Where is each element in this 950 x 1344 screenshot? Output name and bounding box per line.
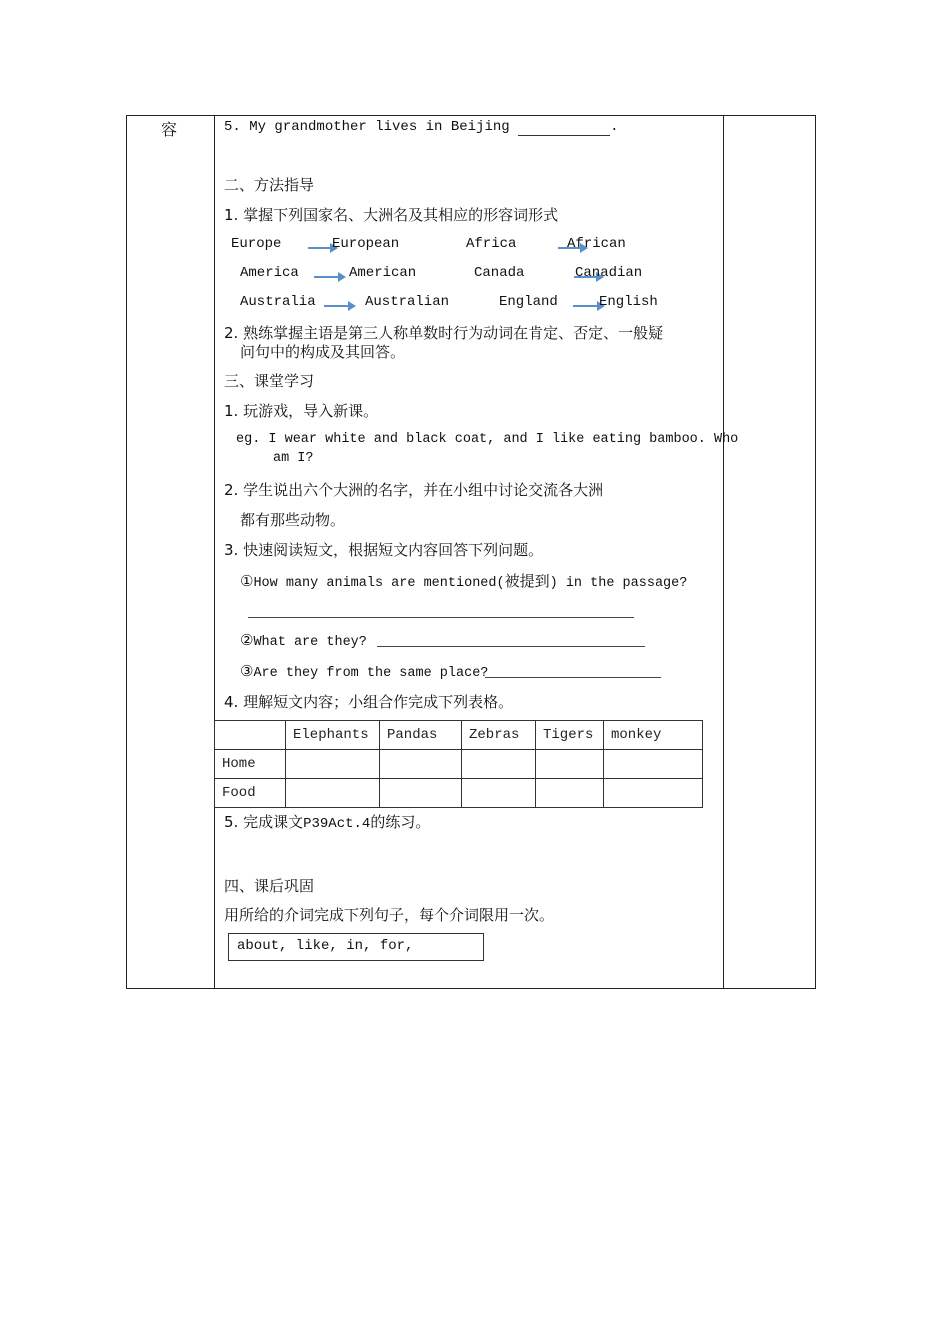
section3-item3: 3. 快速阅读短文，根据短文内容回答下列问题。 xyxy=(224,541,544,559)
table-header-cell: Pandas xyxy=(380,721,462,750)
preposition-word-box xyxy=(228,933,484,961)
grandmother-sentence-end: . xyxy=(610,119,619,135)
section3-item1: 1. 玩游戏，导入新课。 xyxy=(224,402,379,420)
adjective-european: European xyxy=(332,236,400,252)
section3-item2-line2: 都有那些动物。 xyxy=(240,511,346,529)
grandmother-sentence-text: 5. My grandmother lives in Beijing xyxy=(224,119,510,135)
table-row xyxy=(215,750,703,779)
section3-item2-line1: 2. 学生说出六个大洲的名字，并在小组中讨论交流各大洲 xyxy=(224,481,604,499)
preposition-words: about, like, in, for, xyxy=(237,938,414,954)
section3-item5-pre: 5. 完成课文 xyxy=(224,813,304,831)
table-row-label: Food xyxy=(215,779,286,808)
table-row-label: Home xyxy=(215,750,286,779)
table-cell[interactable] xyxy=(536,750,604,779)
section2-item1: 1. 掌握下列国家名、大洲名及其相应的形容词形式 xyxy=(224,206,559,224)
table-header-row xyxy=(215,721,703,750)
table-cell[interactable] xyxy=(462,750,536,779)
question-3-text: Are they from the same place? xyxy=(253,666,489,681)
country-africa: Africa xyxy=(466,236,517,252)
table-cell[interactable] xyxy=(536,779,604,808)
question-1-text-cn: 被提到 xyxy=(504,572,550,590)
section3-title: 三、课堂学习 xyxy=(224,372,315,390)
country-australia: Australia xyxy=(240,294,316,310)
frame-right xyxy=(815,115,816,989)
table-header-cell: Elephants xyxy=(286,721,380,750)
frame-bottom xyxy=(126,988,816,989)
table-cell[interactable] xyxy=(286,779,380,808)
frame-divider-2 xyxy=(723,115,724,989)
country-canada: Canada xyxy=(474,265,525,281)
section3-item5-ref: P39Act.4 xyxy=(303,816,371,832)
table-cell[interactable] xyxy=(604,779,703,808)
table-row xyxy=(215,779,703,808)
country-england: England xyxy=(499,294,558,310)
section3-item5 xyxy=(224,811,430,832)
arrow-icon xyxy=(314,276,344,278)
table-header-cell xyxy=(215,721,286,750)
arrow-icon xyxy=(324,305,354,307)
adjective-african: African xyxy=(567,236,626,252)
question-1 xyxy=(240,570,687,591)
adjective-canadian: Canadian xyxy=(575,265,643,281)
question-1-text-post: ) in the passage? xyxy=(549,576,688,591)
table-cell[interactable] xyxy=(286,750,380,779)
question-1-text-pre: How many animals are mentioned( xyxy=(253,576,505,591)
grandmother-sentence xyxy=(224,119,618,136)
table-cell[interactable] xyxy=(380,779,462,808)
frame-left xyxy=(126,115,127,989)
section4-title: 四、课后巩固 xyxy=(224,877,315,895)
country-america: America xyxy=(240,265,299,281)
example-line1: eg. I wear white and black coat, and I like eating bamboo. Who xyxy=(236,432,739,447)
frame-divider-1 xyxy=(214,115,215,989)
question-3 xyxy=(240,661,488,681)
question-2 xyxy=(240,630,367,650)
question-3-answer-line[interactable] xyxy=(485,677,661,678)
table-header-cell: Zebras xyxy=(462,721,536,750)
question-1-number: ① xyxy=(240,572,254,590)
frame-top xyxy=(126,115,816,116)
table-cell[interactable] xyxy=(604,750,703,779)
question-2-number: ② xyxy=(240,631,254,649)
example-line2: am I? xyxy=(273,451,314,466)
adjective-australian: Australian xyxy=(365,294,450,310)
table-cell[interactable] xyxy=(462,779,536,808)
question-3-number: ③ xyxy=(240,662,254,680)
grandmother-blank[interactable] xyxy=(518,119,610,136)
section2-title: 二、方法指导 xyxy=(224,176,315,194)
adjective-english: English xyxy=(599,294,658,310)
country-europe: Europe xyxy=(231,236,282,252)
question-2-text: What are they? xyxy=(253,635,367,650)
question-2-answer-line[interactable] xyxy=(377,646,645,647)
section2-item2-line1: 2. 熟练掌握主语是第三人称单数时行为动词在肯定、否定、一般疑 xyxy=(224,324,664,342)
section3-item5-post: 的练习。 xyxy=(370,813,431,831)
question-1-answer-line[interactable] xyxy=(248,617,634,618)
adjective-american: American xyxy=(349,265,417,281)
table-header-cell: Tigers xyxy=(536,721,604,750)
section2-item2-line2: 问句中的构成及其回答。 xyxy=(240,343,406,361)
left-column-label: 容 xyxy=(161,120,178,139)
table-cell[interactable] xyxy=(380,750,462,779)
section4-instruction: 用所给的介词完成下列句子，每个介词限用一次。 xyxy=(224,906,555,924)
section3-item4: 4. 理解短文内容；小组合作完成下列表格。 xyxy=(224,693,514,711)
animals-table xyxy=(214,720,703,808)
table-header-cell: monkey xyxy=(604,721,703,750)
